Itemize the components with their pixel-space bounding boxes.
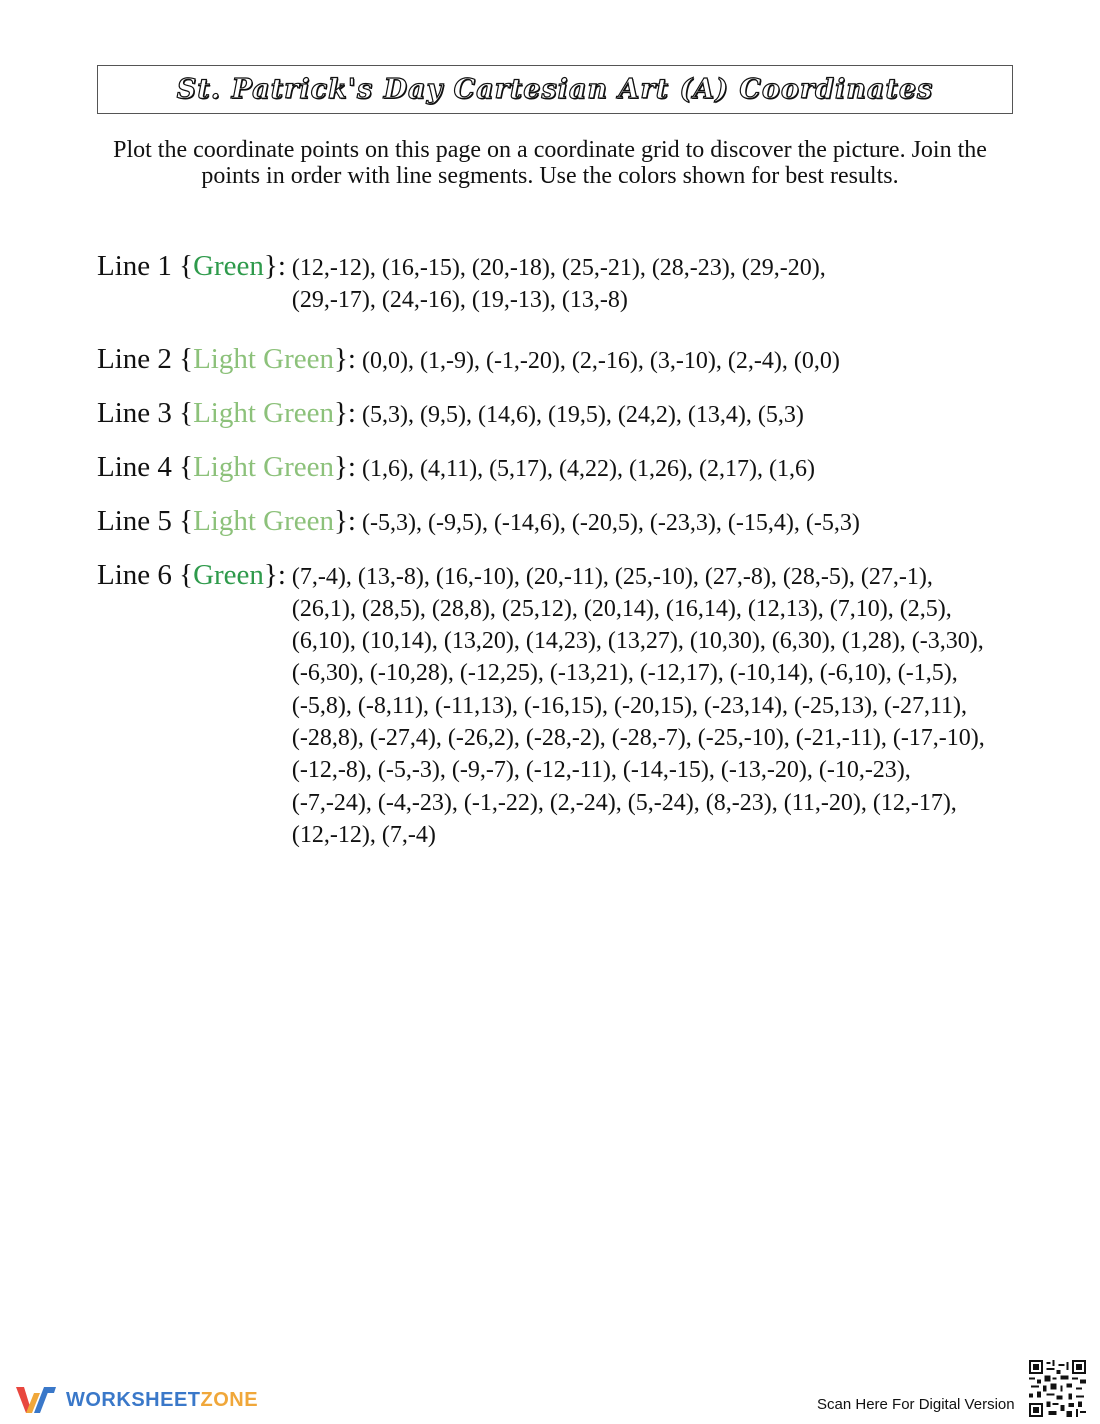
line-4-name: Line 4: [97, 450, 172, 483]
line-4-row: [97, 447, 1027, 487]
line-4-color: Light Green: [193, 450, 334, 483]
line-2-row: [97, 339, 1027, 379]
line-1-points: (12,-12), (16,-15), (20,-18), (25,-21), (28,-23), (29,-20), (29,-17), (24,-16), (19,-13), (13,-8): [291, 255, 826, 314]
line-3-color: Light Green: [193, 396, 334, 429]
instructions-text: Plot the coordinate points on this page on a coordinate grid to discover the picture. Join the points in order with line segments. Use the colors shown for best results.: [113, 137, 987, 189]
line-6-name: Line 6: [97, 558, 172, 591]
line-1-label: Line 1 {Green}:: [97, 250, 286, 282]
line-1-row: [97, 246, 1027, 317]
line-5-label: Line 5 {Light Green}:: [97, 504, 356, 537]
line-2-points: (0,0), (1,-9), (-1,-20), (2,-16), (3,-10), (2,-4), (0,0): [361, 347, 840, 374]
line-3-name: Line 3: [97, 396, 172, 429]
worksheetzone-logo-icon: [14, 1383, 58, 1417]
line-6-row: [97, 555, 1027, 852]
line-2-name: Line 2: [97, 342, 172, 375]
page-title: St. Patrick's Day Cartesian Art (A) Coordinates: [176, 74, 934, 105]
line-3-row: [97, 393, 1027, 433]
title-box: [97, 65, 1013, 114]
line-1-name: Line 1: [97, 250, 172, 282]
line-1-color: Green: [193, 250, 264, 282]
qr-code-icon[interactable]: [1029, 1360, 1086, 1417]
logo-text-zone: ZONE: [200, 1388, 259, 1411]
line-3-points: (5,3), (9,5), (14,6), (19,5), (24,2), (13,4), (5,3): [361, 401, 804, 428]
line-5-color: Light Green: [193, 504, 334, 537]
scan-instruction: Scan Here For Digital Version: [817, 1396, 1015, 1413]
coordinate-lines-list: [97, 246, 1027, 851]
line-4-label: Line 4 {Light Green}:: [97, 450, 356, 483]
worksheetzone-logo-text: [66, 1389, 258, 1412]
line-6-color: Green: [193, 558, 264, 591]
line-4-points: (1,6), (4,11), (5,17), (4,22), (1,26), (2,17), (1,6): [361, 455, 815, 482]
line-5-row: [97, 501, 1027, 541]
line-5-name: Line 5: [97, 504, 172, 537]
line-2-label: Line 2 {Light Green}:: [97, 342, 356, 375]
logo-text-worksheet: WORKSHEET: [66, 1388, 201, 1411]
line-3-label: Line 3 {Light Green}:: [97, 396, 356, 429]
line-6-points: (7,-4), (13,-8), (16,-10), (20,-11), (25,-10), (27,-8), (28,-5), (27,-1), (26,1), (28,5), (28,8), (25,12), (20,14), (16,14), (12,13), (7,10), (2,5), (6,10), (10,14), (13,20), (14,23), (13,27), (10,30), (6,30), (1,28), (-3,30), (-6,30), (-10,28), (-12,25), (-13,21), (-12,17), (-10,14), (-6,10), (-1,5), (-5,8), (-8,11), (-11,13), (-16,15), (-20,15), (-23,14), (-25,13), (-27,11), (-28,8), (-27,4), (-26,2), (-28,-2), (-28,-7), (-25,-10), (-21,-11), (-17,-10), (-12,-8), (-5,-3), (-9,-7), (-12,-11), (-14,-15), (-13,-20), (-10,-23), (-7,-24), (-4,-23), (-1,-22), (2,-24), (5,-24), (8,-23), (11,-20), (12,-17), (12,-12), (7,-4): [291, 563, 985, 848]
line-2-color: Light Green: [193, 342, 334, 375]
line-5-points: (-5,3), (-9,5), (-14,6), (-20,5), (-23,3), (-15,4), (-5,3): [361, 509, 860, 536]
worksheetzone-logo[interactable]: [14, 1383, 258, 1417]
line-6-label: Line 6 {Green}:: [97, 558, 286, 591]
